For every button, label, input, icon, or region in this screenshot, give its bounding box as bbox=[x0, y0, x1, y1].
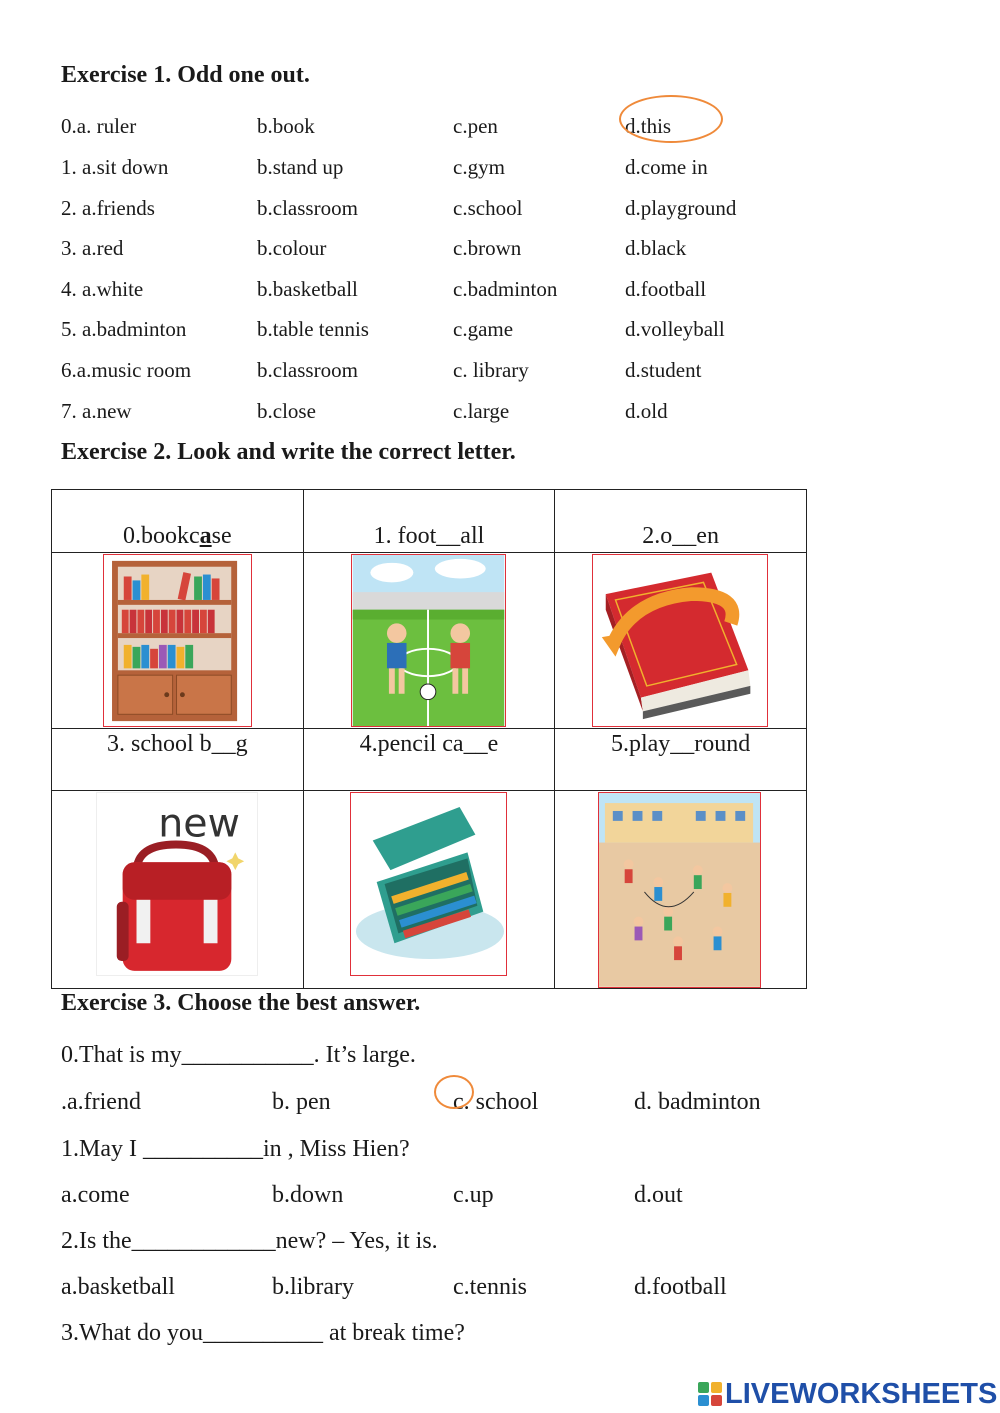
exercise1-title: Exercise 1. Odd one out. bbox=[61, 62, 310, 88]
word-cell-0: 0.bookcase bbox=[52, 490, 304, 553]
open-book-picture bbox=[592, 554, 768, 727]
answer-circle-mark bbox=[619, 95, 723, 143]
ex1-option[interactable]: b.table tennis bbox=[257, 317, 369, 341]
ex1-option[interactable]: b.close bbox=[257, 399, 316, 423]
question-0: 0.That is my___________. It’s large. bbox=[61, 1042, 416, 1068]
option-d[interactable]: d.out bbox=[634, 1182, 683, 1208]
ex1-option[interactable]: c.badminton bbox=[453, 277, 558, 301]
ex1-option[interactable]: b.stand up bbox=[257, 155, 344, 179]
ex1-option[interactable]: b.classroom bbox=[257, 196, 358, 220]
picture-cell-football bbox=[303, 553, 555, 729]
playground-picture bbox=[598, 792, 761, 988]
liveworksheets-logo-icon bbox=[698, 1382, 722, 1406]
option-b[interactable]: b.down bbox=[272, 1182, 344, 1208]
picture-cell-pencil-case bbox=[303, 791, 555, 989]
option-b[interactable]: b.library bbox=[272, 1274, 354, 1300]
option-c[interactable]: c. school bbox=[453, 1089, 539, 1115]
ex1-option[interactable]: b.book bbox=[257, 114, 315, 138]
ex1-option[interactable]: 3. a.red bbox=[61, 236, 124, 260]
ex1-option[interactable]: c.brown bbox=[453, 236, 522, 260]
ex1-option[interactable]: c.school bbox=[453, 196, 523, 220]
example-answer-letter: a bbox=[199, 523, 212, 549]
ex1-row-0 bbox=[0, 114, 1000, 144]
bag-new-caption: new bbox=[158, 800, 240, 847]
option-a[interactable]: .a.friend bbox=[61, 1089, 141, 1115]
word-cell-2[interactable]: 2.o__en bbox=[555, 490, 807, 553]
options-row-0 bbox=[0, 1089, 1000, 1121]
option-c[interactable]: c.up bbox=[453, 1182, 494, 1208]
option-a[interactable]: a.basketball bbox=[61, 1274, 175, 1300]
picture-cell-bookcase bbox=[52, 553, 304, 729]
ex1-option[interactable]: d.student bbox=[625, 358, 702, 382]
ex1-option[interactable]: b.classroom bbox=[257, 358, 358, 382]
picture-cell-playground bbox=[555, 791, 807, 989]
exercise2-title: Exercise 2. Look and write the correct letter. bbox=[61, 439, 516, 465]
ex1-option[interactable]: 4. a.white bbox=[61, 277, 144, 301]
option-d[interactable]: d. badminton bbox=[634, 1089, 761, 1115]
ex1-option[interactable]: 7. a.new bbox=[61, 399, 132, 423]
option-a[interactable]: a.come bbox=[61, 1182, 130, 1208]
question-1: 1.May I __________in , Miss Hien? bbox=[61, 1136, 410, 1162]
answer-circle-mark bbox=[434, 1075, 474, 1109]
picture-cell-school-bag bbox=[52, 791, 304, 989]
liveworksheets-brand[interactable] bbox=[698, 1377, 997, 1411]
ex1-row-5 bbox=[0, 317, 1000, 347]
ex1-option[interactable]: c.gym bbox=[453, 155, 505, 179]
bookcase-picture bbox=[103, 554, 252, 727]
ex1-option[interactable]: 5. a.badminton bbox=[61, 317, 187, 341]
options-row-2 bbox=[0, 1274, 1000, 1306]
ex1-option[interactable]: d.this bbox=[625, 114, 672, 138]
school-bag-picture bbox=[96, 792, 258, 976]
ex1-option[interactable]: b.colour bbox=[257, 236, 327, 260]
ex1-option[interactable]: d.playground bbox=[625, 196, 737, 220]
ex1-row-7 bbox=[0, 399, 1000, 429]
ex1-option[interactable]: 0.a. ruler bbox=[61, 114, 137, 138]
ex1-row-1 bbox=[0, 155, 1000, 185]
ex1-option[interactable]: 2. a.friends bbox=[61, 196, 155, 220]
ex1-row-6 bbox=[0, 358, 1000, 388]
word-cell-5[interactable]: 5.play__round bbox=[555, 729, 807, 791]
ex1-option[interactable]: d.football bbox=[625, 277, 707, 301]
ex1-option[interactable]: c.large bbox=[453, 399, 510, 423]
ex1-option[interactable]: d.come in bbox=[625, 155, 708, 179]
ex1-option[interactable]: b.basketball bbox=[257, 277, 358, 301]
ex1-option[interactable]: d.volleyball bbox=[625, 317, 725, 341]
ex1-option[interactable]: c. library bbox=[453, 358, 529, 382]
ex1-row-2 bbox=[0, 196, 1000, 226]
ex1-option[interactable]: 1. a.sit down bbox=[61, 155, 169, 179]
ex1-option[interactable]: 6.a.music room bbox=[61, 358, 192, 382]
options-row-1 bbox=[0, 1182, 1000, 1214]
option-c[interactable]: c.tennis bbox=[453, 1274, 527, 1300]
exercise3-title: Exercise 3. Choose the best answer. bbox=[61, 990, 421, 1016]
ex1-row-3 bbox=[0, 236, 1000, 266]
pencil-case-picture bbox=[350, 792, 507, 976]
ex1-option[interactable]: d.black bbox=[625, 236, 687, 260]
ex1-option[interactable]: d.old bbox=[625, 399, 668, 423]
picture-word-table bbox=[51, 489, 807, 989]
ex1-row-4 bbox=[0, 277, 1000, 307]
question-3: 3.What do you__________ at break time? bbox=[61, 1320, 465, 1346]
picture-cell-open-book bbox=[555, 553, 807, 729]
word-cell-3[interactable]: 3. school b__g bbox=[52, 729, 304, 791]
ex1-option[interactable]: c.pen bbox=[453, 114, 498, 138]
ex1-option[interactable]: c.game bbox=[453, 317, 514, 341]
brand-text: LIVEWORKSHEETS bbox=[725, 1377, 998, 1410]
word-cell-4[interactable]: 4.pencil ca__e bbox=[303, 729, 555, 791]
word-cell-1[interactable]: 1. foot__all bbox=[303, 490, 555, 553]
option-d[interactable]: d.football bbox=[634, 1274, 727, 1300]
question-2: 2.Is the____________new? – Yes, it is. bbox=[61, 1228, 438, 1254]
option-b[interactable]: b. pen bbox=[272, 1089, 331, 1115]
football-picture bbox=[351, 554, 506, 727]
